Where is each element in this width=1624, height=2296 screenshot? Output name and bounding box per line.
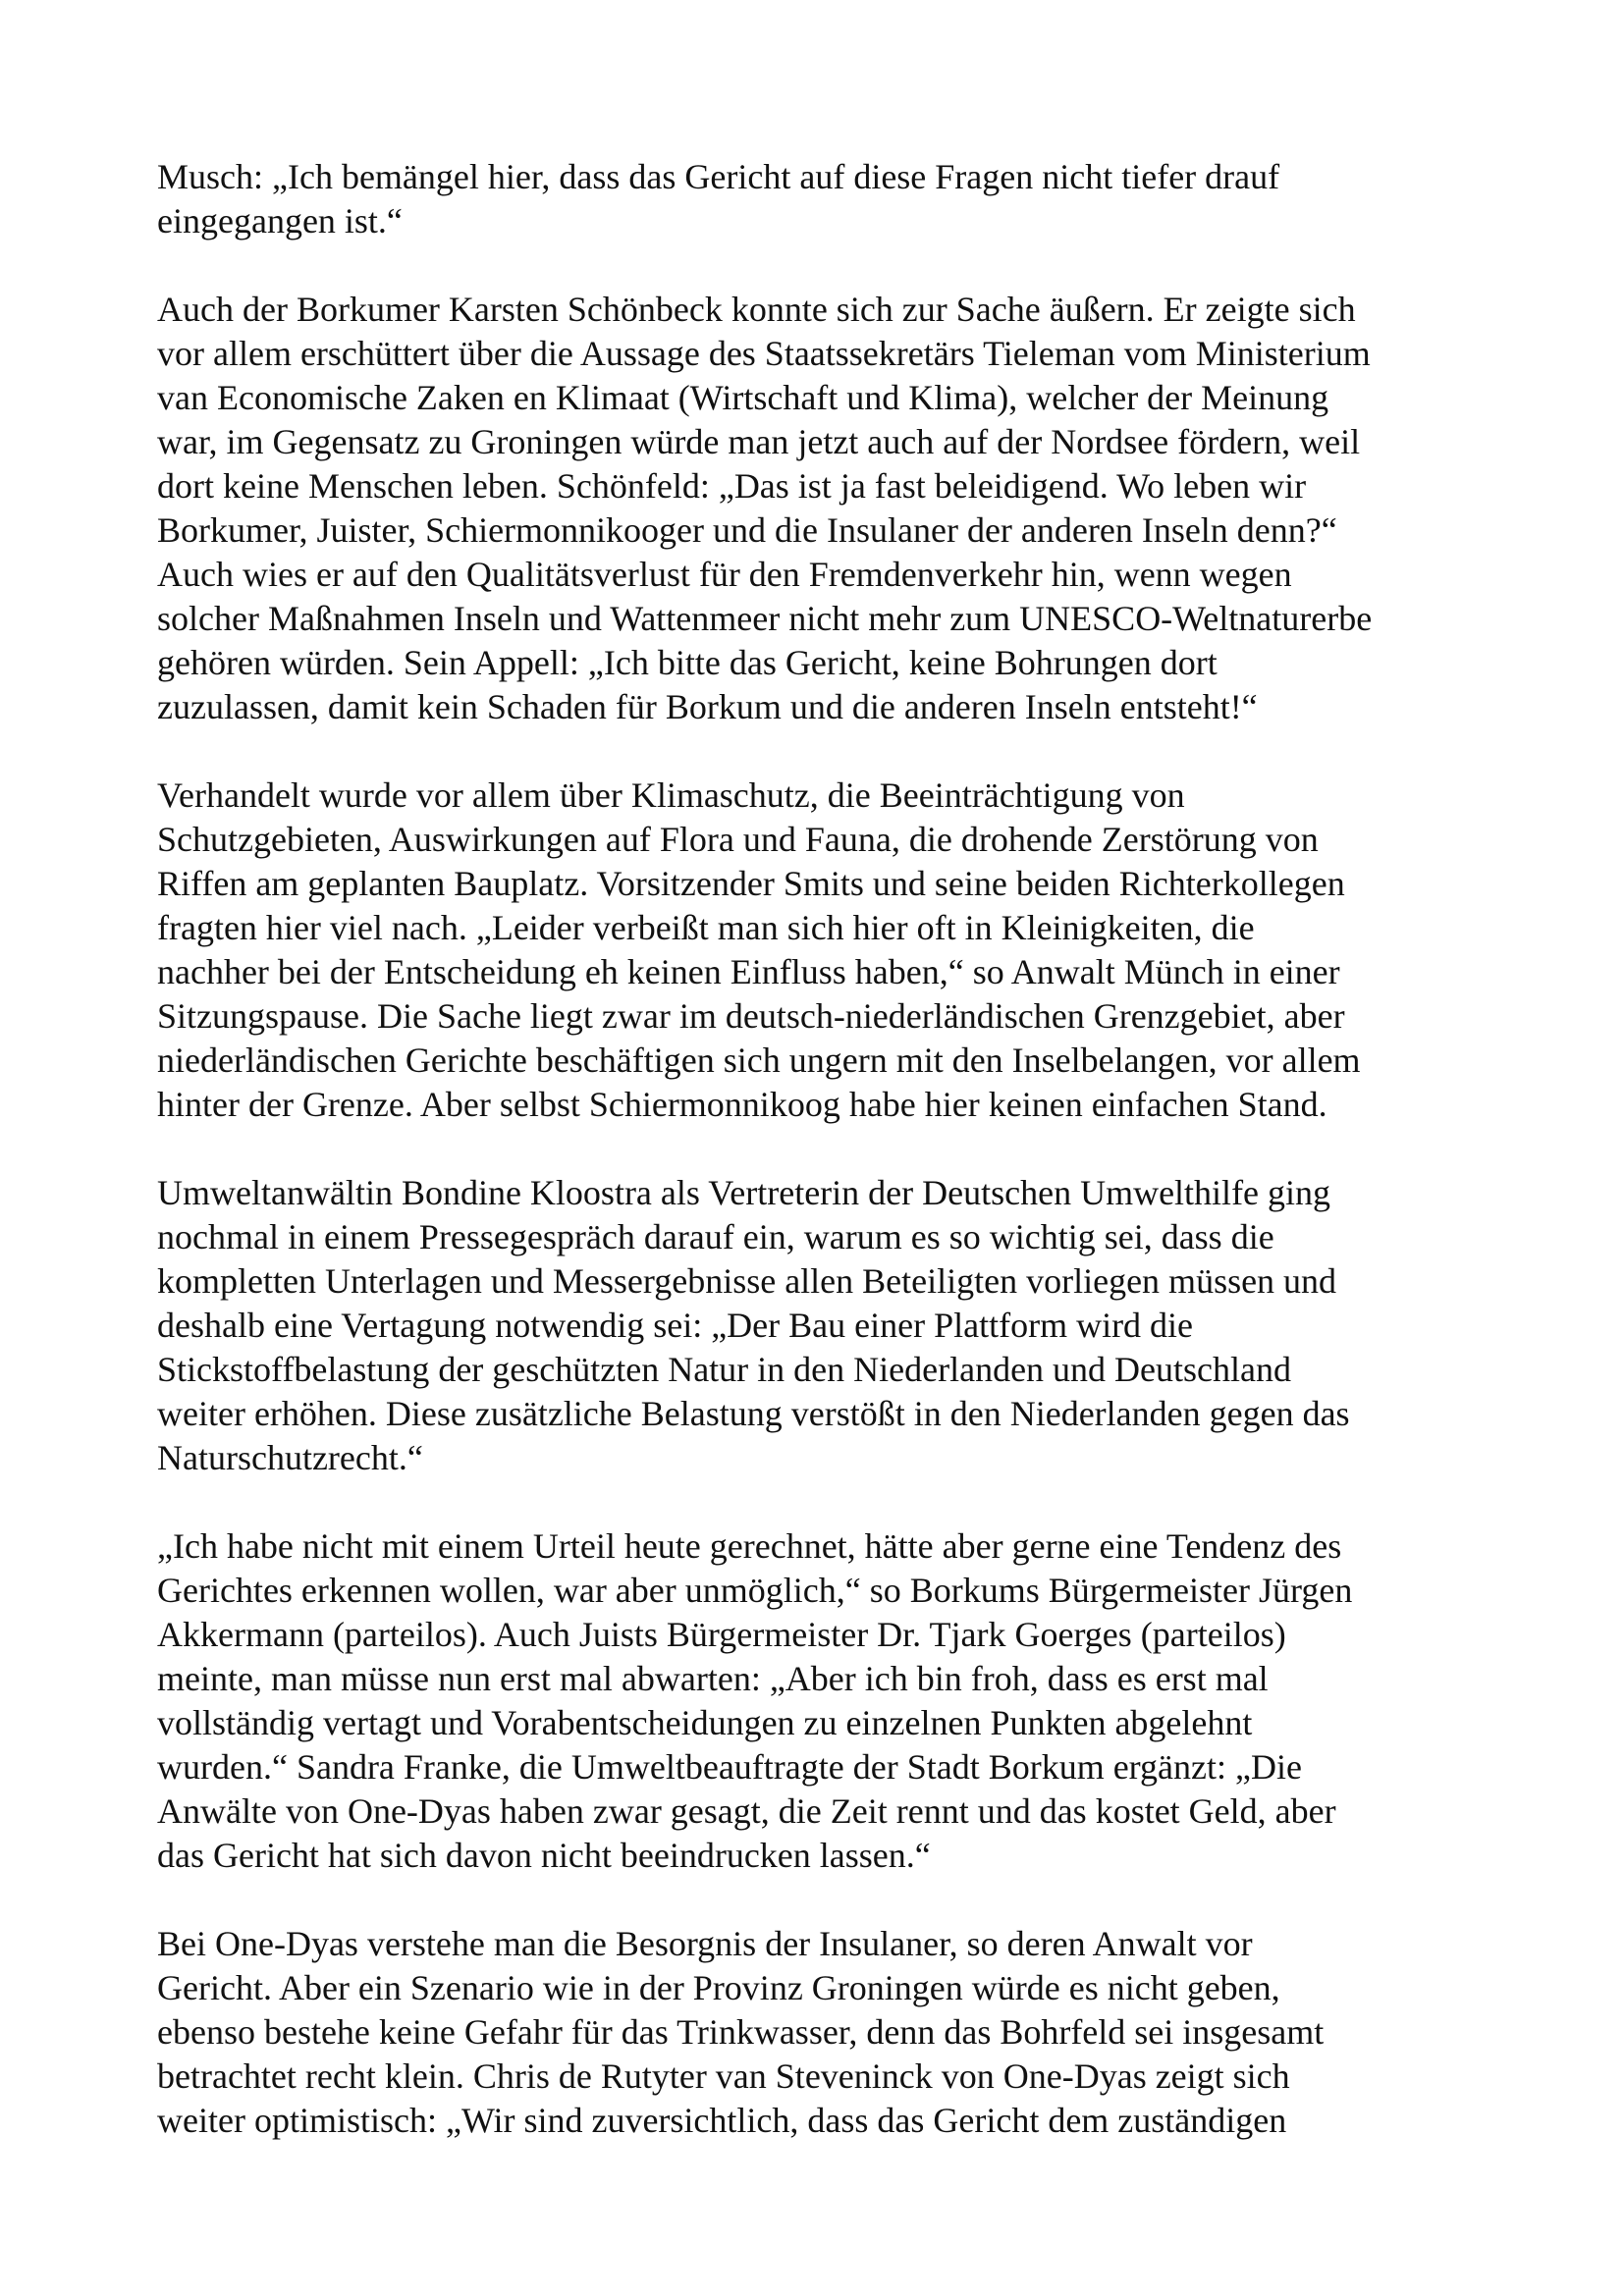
text-line: Umweltanwältin Bondine Kloostra als Vertreterin der Deutschen Umwelthilfe ging <box>157 1173 1331 1212</box>
text-line: eingegangen ist.“ <box>157 201 403 240</box>
text-line: Sitzungspause. Die Sache liegt zwar im deutsch-niederländischen Grenzgebiet, aber <box>157 996 1345 1036</box>
text-line: Auch der Borkumer Karsten Schönbeck konnte sich zur Sache äußern. Er zeigte sich <box>157 290 1356 329</box>
text-line: Verhandelt wurde vor allem über Klimaschutz, die Beeinträchtigung von <box>157 775 1185 815</box>
text-line: Borkumer, Juister, Schiermonnikooger und die Insulaner der anderen Inseln denn?“ <box>157 510 1337 550</box>
text-line: Stickstoffbelastung der geschützten Natur in den Niederlanden und Deutschland <box>157 1350 1292 1389</box>
paragraph-kloostra-statement <box>157 1171 1502 1480</box>
text-line: nochmal in einem Pressegespräch darauf ein, warum es so wichtig sei, dass die <box>157 1217 1274 1256</box>
text-line: Anwälte von One-Dyas haben zwar gesagt, die Zeit rennt und das kostet Geld, aber <box>157 1791 1336 1831</box>
paragraph-musch-quote <box>157 155 1502 243</box>
text-line: zuzulassen, damit kein Schaden für Borkum und die anderen Inseln entsteht!“ <box>157 687 1258 726</box>
text-line: Riffen am geplanten Bauplatz. Vorsitzender Smits und seine beiden Richterkollegen <box>157 864 1345 903</box>
article-body <box>157 155 1502 2187</box>
text-line: vor allem erschüttert über die Aussage des Staatssekretärs Tieleman vom Ministerium <box>157 334 1371 373</box>
text-line: nachher bei der Entscheidung eh keinen Einfluss haben,“ so Anwalt Münch in einer <box>157 952 1340 991</box>
text-line: weiter erhöhen. Diese zusätzliche Belastung verstößt in den Niederlanden gegen das <box>157 1394 1350 1433</box>
paragraph-one-dyas-response <box>157 1922 1502 2143</box>
text-line: Akkermann (parteilos). Auch Juists Bürgermeister Dr. Tjark Goerges (parteilos) <box>157 1615 1286 1654</box>
text-line: Gericht. Aber ein Szenario wie in der Provinz Groningen würde es nicht geben, <box>157 1968 1280 2007</box>
text-line: vollständig vertagt und Vorabentscheidungen zu einzelnen Punkten abgelehnt <box>157 1703 1253 1742</box>
text-line: das Gericht hat sich davon nicht beeindrucken lassen.“ <box>157 1836 931 1875</box>
text-line: Auch wies er auf den Qualitätsverlust für den Fremdenverkehr hin, wenn wegen <box>157 555 1292 594</box>
text-line: fragten hier viel nach. „Leider verbeißt man sich hier oft in Kleinigkeiten, die <box>157 908 1255 947</box>
text-line: gehören würden. Sein Appell: „Ich bitte das Gericht, keine Bohrungen dort <box>157 643 1218 682</box>
text-line: weiter optimistisch: „Wir sind zuversichtlich, dass das Gericht dem zuständigen <box>157 2101 1287 2140</box>
text-line: dort keine Menschen leben. Schönfeld: „Das ist ja fast beleidigend. Wo leben wir <box>157 466 1307 506</box>
paragraph-mayors-reactions <box>157 1524 1502 1878</box>
text-line: Naturschutzrecht.“ <box>157 1438 423 1477</box>
text-line: war, im Gegensatz zu Groningen würde man jetzt auch auf der Nordsee fördern, weil <box>157 422 1361 461</box>
paragraph-schoenbeck-statement <box>157 288 1502 729</box>
text-line: Musch: „Ich bemängel hier, dass das Gericht auf diese Fragen nicht tiefer drauf <box>157 157 1280 196</box>
text-line: Gerichtes erkennen wollen, war aber unmöglich,“ so Borkums Bürgermeister Jürgen <box>157 1571 1353 1610</box>
text-line: betrachtet recht klein. Chris de Rutyter van Steveninck von One-Dyas zeigt sich <box>157 2056 1290 2096</box>
text-line: van Economische Zaken en Klimaat (Wirtschaft und Klima), welcher der Meinung <box>157 378 1329 417</box>
text-line: Bei One-Dyas verstehe man die Besorgnis der Insulaner, so deren Anwalt vor <box>157 1924 1253 1963</box>
text-line: niederländischen Gerichte beschäftigen sich ungern mit den Inselbelangen, vor allem <box>157 1041 1361 1080</box>
text-line: kompletten Unterlagen und Messergebnisse allen Beteiligten vorliegen müssen und <box>157 1261 1337 1301</box>
text-line: hinter der Grenze. Aber selbst Schiermonnikoog habe hier keinen einfachen Stand. <box>157 1085 1327 1124</box>
text-line: Schutzgebieten, Auswirkungen auf Flora und Fauna, die drohende Zerstörung von <box>157 820 1319 859</box>
text-line: meinte, man müsse nun erst mal abwarten: „Aber ich bin froh, dass es erst mal <box>157 1659 1269 1698</box>
text-line: ebenso bestehe keine Gefahr für das Trinkwasser, denn das Bohrfeld sei insgesamt <box>157 2012 1325 2052</box>
text-line: deshalb eine Vertagung notwendig sei: „Der Bau einer Plattform wird die <box>157 1306 1194 1345</box>
text-line: „Ich habe nicht mit einem Urteil heute gerechnet, hätte aber gerne eine Tendenz des <box>157 1526 1342 1566</box>
paragraph-hearing-topics <box>157 774 1502 1127</box>
text-line: wurden.“ Sandra Franke, die Umweltbeauftragte der Stadt Borkum ergänzt: „Die <box>157 1747 1302 1787</box>
text-line: solcher Maßnahmen Inseln und Wattenmeer nicht mehr zum UNESCO-Weltnaturerbe <box>157 599 1373 638</box>
